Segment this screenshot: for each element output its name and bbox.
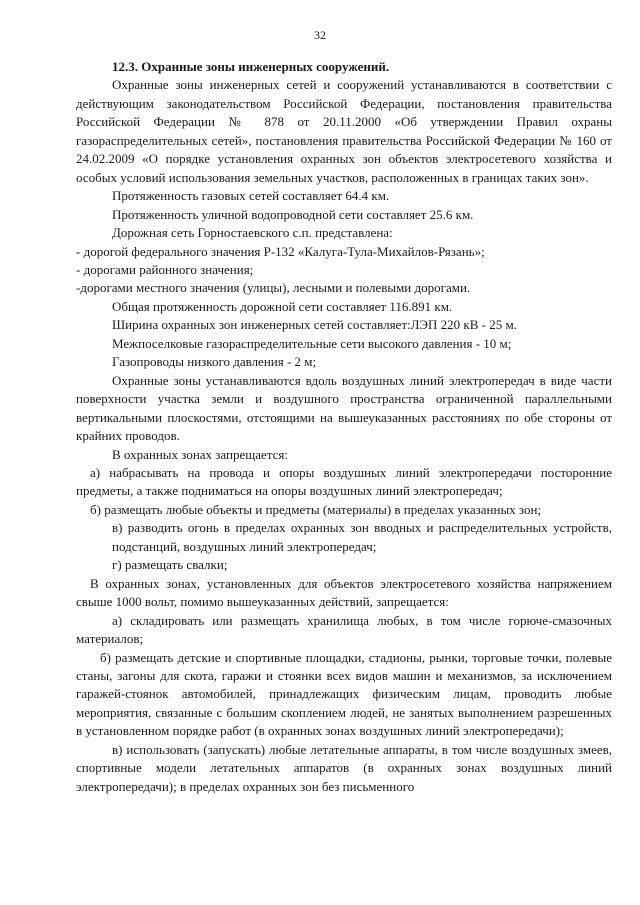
paragraph-prohibited-heading: В охранных зонах запрещается: — [112, 446, 289, 462]
paragraph-high-voltage-zones: В охранных зонах, установленных для объектов электросетевого хозяйства напряжением свыше 1000 вольт, помимо вышеуказанных действий, запрещается: — [76, 575, 612, 610]
list-item-local-roads: -дорогами местного значения (улицы), лесными и полевыми дорогами. — [76, 280, 471, 296]
section-heading: 12.3. Охранные зоны инженерных сооружений. — [112, 59, 390, 74]
list-item-high-voltage-a: а) складировать или размещать хранилища любых, в том числе горюче-смазочных материалов; — [76, 612, 612, 647]
list-item-federal-road: - дорогой федерального значения Р-132 «Калуга-Тула-Михайлов-Рязань»; — [76, 243, 485, 259]
list-item-prohibit-v: в) разводить огонь в пределах охранных зон вводных и распределительных устройств, подстанций, воздушных линий электропередач; — [112, 520, 612, 554]
paragraph-water-length: Протяженность уличной водопроводной сети составляет 25.6 км. — [112, 206, 474, 222]
list-item-high-voltage-b: б) размещать детские и спортивные площадки, стадионы, рынки, торговые точки, полевые станы, загоны для скота, гаражи и стоянки всех видов машин и механизмов, за исключением гаражей-стоянок автомобилей, принадлежащих физическим лицам, проводить любые мероприятия, связанные с большим скоплением людей, не занятых выполнением разрешенных в установленном порядке работ (в охранных зонах воздушных линий электропередачи); — [76, 649, 612, 739]
paragraph-road-network: Дорожная сеть Горностаевского с.п. представлена: — [112, 225, 393, 241]
paragraph-zone-definition: Охранные зоны устанавливаются вдоль воздушных линий электропередач в виде части поверхности участка земли и воздушного пространства ограниченной параллельными вертикальными плоскостями, отстоящими на вышеуказанных расстояниях по обе стороны от крайних проводов. — [76, 372, 612, 444]
list-item-district-roads: - дорогами районного значения; — [76, 261, 254, 277]
paragraph-low-pressure-gas: Газопроводы низкого давления - 2 м; — [112, 354, 317, 370]
list-item-prohibit-b: б) размещать любые объекты и предметы (материалы) в пределах указанных зон; — [90, 501, 542, 517]
document-body — [76, 58, 612, 796]
paragraph-high-pressure-gas: Межпоселковые газораспределительные сети высокого давления - 10 м; — [112, 335, 512, 351]
page-number: 32 — [314, 28, 326, 42]
paragraph-gas-length: Протяженность газовых сетей составляет 64.4 км. — [112, 188, 390, 204]
paragraph-total-road-length: Общая протяженность дорожной сети составляет 116.891 км. — [112, 298, 453, 314]
list-item-prohibit-g: г) размещать свалки; — [112, 557, 228, 573]
paragraph-intro: Охранные зоны инженерных сетей и сооружений устанавливаются в соответствии с действующим законодательством Российской Федерации, постановления правительства Российской Федерации № 878 от 20.11.2000 «Об утверждении Правил охраны газораспределительных сетей», постановления правительства Российской Федерации № 160 от 24.02.2009 «О порядке установления охранных зон объектов электросетевого хозяйства и особых условий использования земельных участков, расположенных в границах таких зон». — [76, 77, 612, 185]
paragraph-zone-width: Ширина охранных зон инженерных сетей составляет:ЛЭП 220 кВ - 25 м. — [112, 317, 517, 333]
list-item-prohibit-a: а) набрасывать на провода и опоры воздушных линий электропередачи посторонние предметы, а также подниматься на опоры воздушных линий электропередач; — [76, 464, 612, 499]
list-item-high-voltage-v: в) использовать (запускать) любые летательные аппараты, в том числе воздушных змеев, спортивные модели летательных аппаратов (в охранных зонах воздушных линий электропередачи); в пределах охранных зон без письменного — [76, 741, 612, 794]
